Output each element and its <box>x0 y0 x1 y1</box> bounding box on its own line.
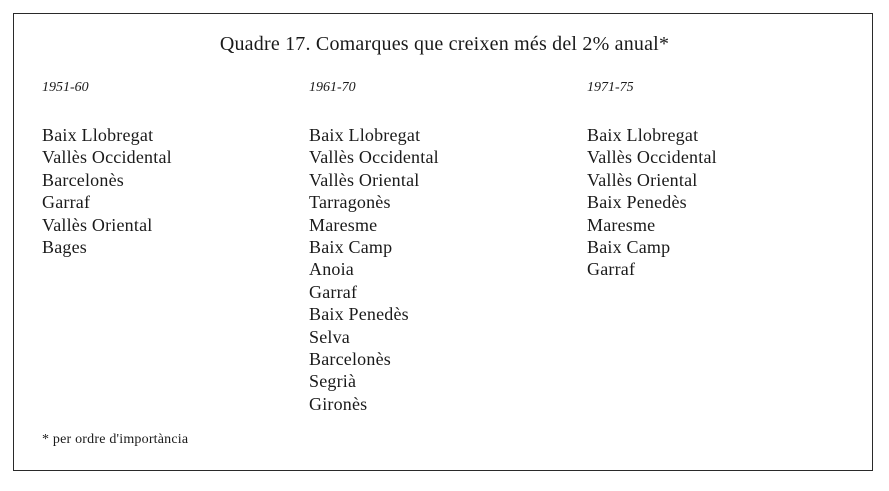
column-1961-70 <box>309 78 439 415</box>
comarca-item: Vallès Oriental <box>42 214 153 235</box>
comarca-item: Garraf <box>587 259 636 280</box>
comarca-item: Vallès Oriental <box>587 169 698 190</box>
comarca-item: Vallès Occidental <box>309 147 439 168</box>
comarca-item: Vallès Oriental <box>309 169 420 190</box>
period-heading: 1961-70 <box>309 80 356 95</box>
comarca-item: Selva <box>309 326 350 347</box>
comarca-item: Baix Penedès <box>587 192 687 213</box>
column-1951-60 <box>42 78 172 258</box>
period-heading: 1951-60 <box>42 80 89 95</box>
comarca-item: Vallès Occidental <box>42 147 172 168</box>
comarca-item: Garraf <box>309 281 358 302</box>
comarca-item: Baix Llobregat <box>309 125 421 145</box>
column-1971-75 <box>587 78 717 281</box>
comarca-item: Maresme <box>309 214 378 235</box>
comarca-item: Tarragonès <box>309 192 391 213</box>
comarca-list <box>587 124 717 281</box>
comarca-item: Barcelonès <box>42 169 124 190</box>
comarca-item: Segrià <box>309 371 357 392</box>
comarca-item: Baix Llobregat <box>587 125 699 145</box>
comarca-item: Maresme <box>587 214 656 235</box>
comarca-item: Gironès <box>309 393 368 414</box>
comarca-item: Baix Llobregat <box>42 125 154 145</box>
comarca-list <box>309 124 439 415</box>
footnote: * per ordre d'importància <box>42 432 189 447</box>
comarca-item: Anoia <box>309 259 354 280</box>
comarca-item: Baix Penedès <box>309 304 409 325</box>
comarca-list <box>42 124 172 258</box>
comarca-item: Vallès Occidental <box>587 147 717 168</box>
comarca-item: Barcelonès <box>309 349 391 370</box>
table-title: Quadre 17. Comarques que creixen més del 2% anual* <box>219 33 670 55</box>
period-heading: 1971-75 <box>587 80 634 95</box>
comarca-item: Garraf <box>42 192 91 213</box>
comarca-item: Baix Camp <box>587 237 671 258</box>
comarca-item: Baix Camp <box>309 237 393 258</box>
comarca-item: Bages <box>42 237 87 258</box>
